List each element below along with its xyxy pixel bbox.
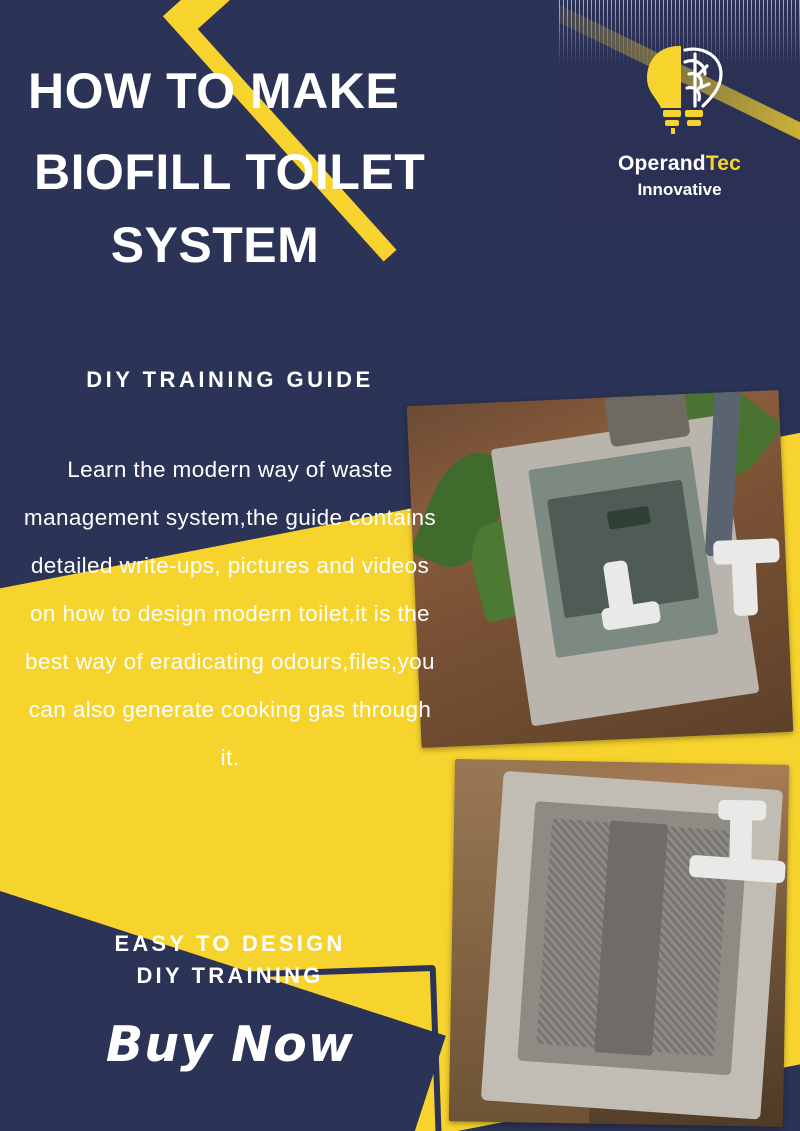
biofill-tank-construction-photo-2 [449,759,789,1127]
buy-now-cta[interactable]: Buy Now [105,1016,355,1073]
poster-body-text: Learn the modern way of waste management system,the guide contains detailed write-ups, pictures and videos on how to design modern toilet,it is the best way of eradicating odours,files,you can also generate cooking gas through it. [23,457,437,770]
headline-line-2: BIOFILL TOILET [34,144,426,200]
biofill-tank-construction-photo-1 [407,390,794,748]
logo-brand-primary: Operand [618,152,706,175]
headline-line-3: SYSTEM [110,217,320,273]
lightbulb-brain-icon [637,40,733,140]
logo-block [559,0,800,232]
pvc-pipe-elbow [718,800,766,821]
poster-callout [30,928,430,992]
callout-line-2: DIY TRAINING [136,962,324,988]
logo-tagline: Innovative [637,180,722,199]
poster-subheading: DIY TRAINING GUIDE [86,367,374,392]
logo-wordmark [559,152,800,176]
poster-headline [0,62,520,275]
pvc-pipe-vertical [731,551,758,616]
callout-line-1: EASY TO DESIGN [114,931,346,956]
headline-line-1: HOW TO MAKE [28,63,400,119]
logo-brand-secondary: Tec [705,152,741,175]
